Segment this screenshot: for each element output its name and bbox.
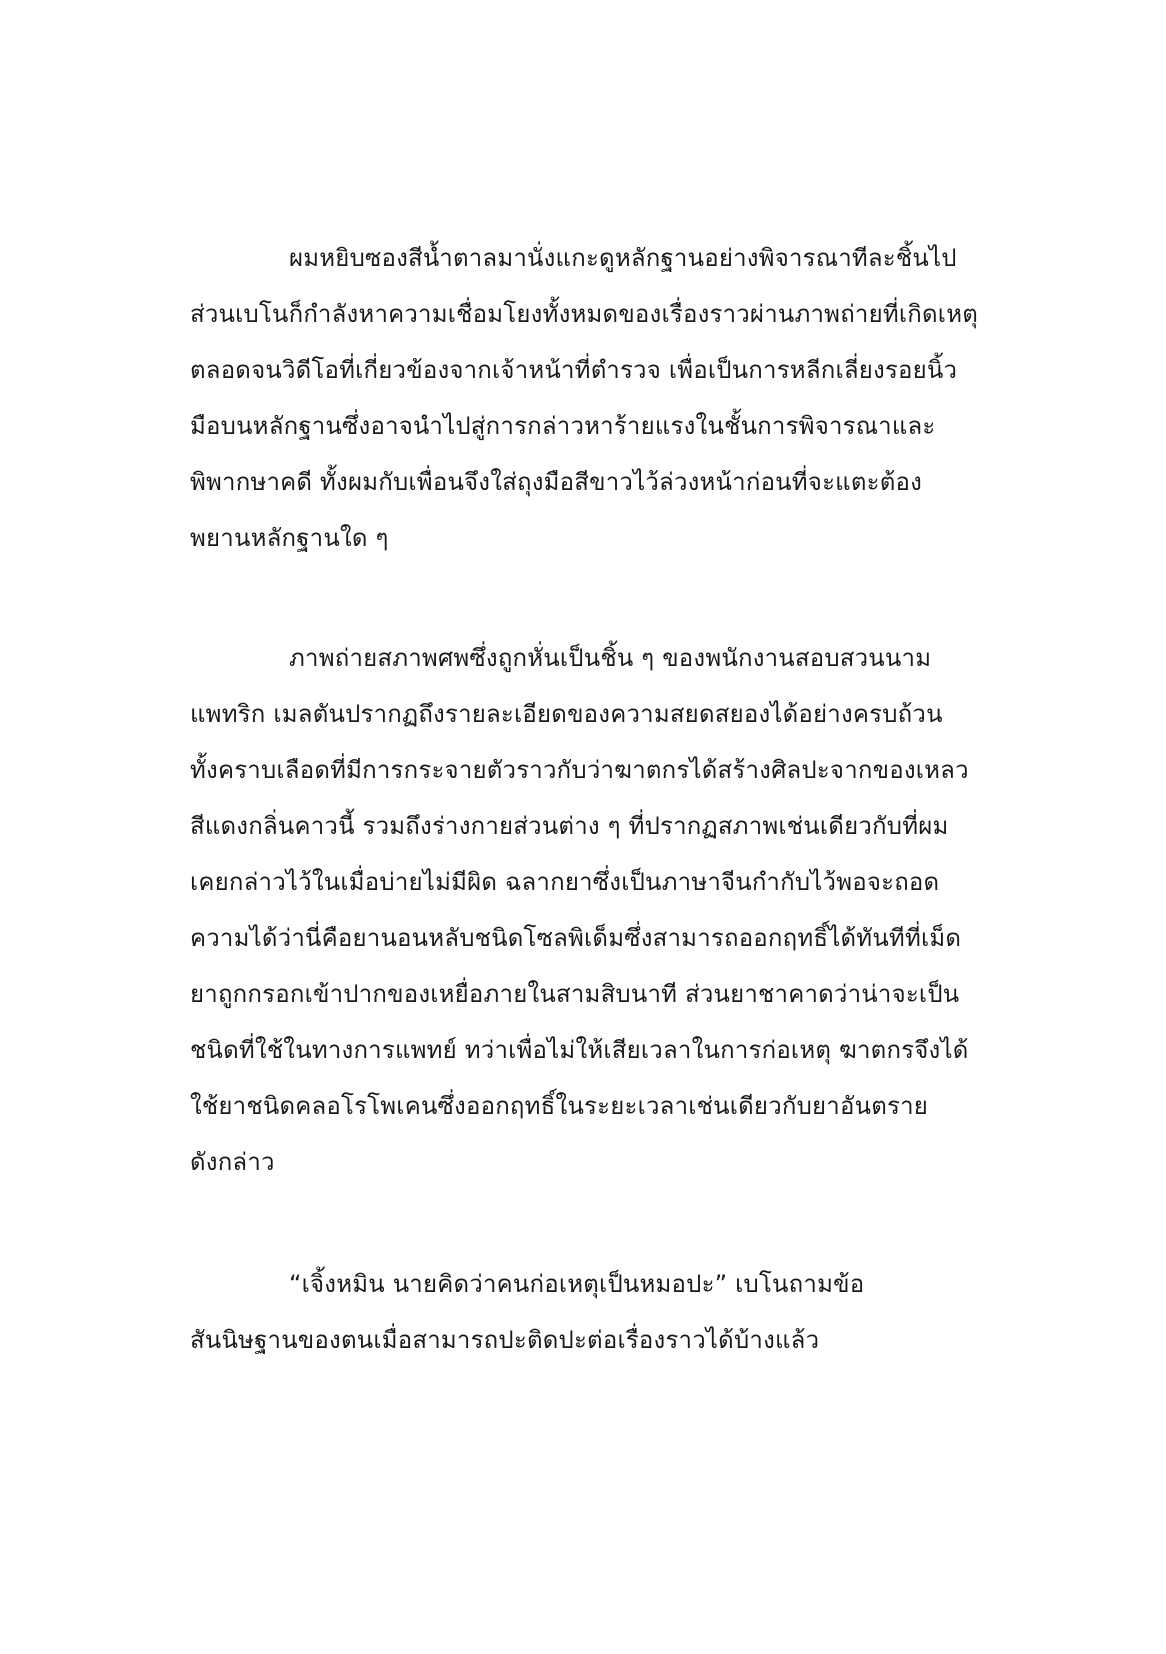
paragraph-3-line-1: “เจิ้งหมิน นายคิดว่าคนก่อเหตุเป็นหมอปะ” เบโนถามข้อ bbox=[289, 1270, 865, 1298]
paragraph-2-line-1: ภาพถ่ายสภาพศพซึ่งถูกหั่นเป็นชิ้น ๆ ของพนักงานสอบสวนนาม bbox=[289, 644, 932, 672]
paragraph-1-line-1: ผมหยิบซองสีน้ำตาลมานั่งแกะดูหลักฐานอย่างพิจารณาทีละชิ้นไป bbox=[289, 244, 957, 272]
paragraph-2-line-7: ยาถูกกรอกเข้าปากของเหยื่อภายในสามสิบนาที ส่วนยาชาคาดว่าน่าจะเป็น bbox=[190, 980, 960, 1008]
paragraph-1-line-2: ส่วนเบโนก็กำลังหาความเชื่อมโยงทั้งหมดของเรื่องราวผ่านภาพถ่ายที่เกิดเหตุ bbox=[190, 300, 979, 328]
paragraph-2-line-6: ความได้ว่านี่คือยานอนหลับชนิดโซลพิเด็มซึ่งสามารถออกฤทธิ์ได้ทันทีที่เม็ด bbox=[190, 924, 962, 952]
paragraph-1-line-6: พยานหลักฐานใด ๆ bbox=[190, 524, 389, 552]
paragraph-2-line-8: ชนิดที่ใช้ในทางการแพทย์ ทว่าเพื่อไม่ให้เสียเวลาในการก่อเหตุ ฆาตกรจึงได้ bbox=[190, 1036, 969, 1064]
paragraph-1-line-5: พิพากษาคดี ทั้งผมกับเพื่อนจึงใส่ถุงมือสีขาวไว้ล่วงหน้าก่อนที่จะแตะต้อง bbox=[190, 468, 923, 496]
paragraph-2-line-3: ทั้งคราบเลือดที่มีการกระจายตัวราวกับว่าฆาตกรได้สร้างศิลปะจากของเหลว bbox=[190, 756, 969, 784]
paragraph-2-line-5: เคยกล่าวไว้ในเมื่อบ่ายไม่มีผิด ฉลากยาซึ่งเป็นภาษาจีนกำกับไว้พอจะถอด bbox=[190, 868, 940, 896]
paragraph-2-line-10: ดังกล่าว bbox=[190, 1148, 275, 1176]
paragraph-2-line-2: แพทริก เมลตันปรากฏถึงรายละเอียดของความสยดสยองได้อย่างครบถ้วน bbox=[190, 700, 943, 728]
paragraph-3-line-2: สันนิษฐานของตนเมื่อสามารถปะติดปะต่อเรื่องราวได้บ้างแล้ว bbox=[190, 1326, 820, 1354]
paragraph-2-line-9: ใช้ยาชนิดคลอโรโพเคนซึ่งออกฤทธิ์ในระยะเวลาเช่นเดียวกับยาอันตราย bbox=[190, 1092, 929, 1120]
paragraph-1-line-4: มือบนหลักฐานซึ่งอาจนำไปสู่การกล่าวหาร้ายแรงในชั้นการพิจารณาและ bbox=[190, 412, 936, 440]
paragraph-2-line-4: สีแดงกลิ่นคาวนี้ รวมถึงร่างกายส่วนต่าง ๆ ที่ปรากฏสภาพเช่นเดียวกับที่ผม bbox=[190, 812, 949, 840]
paragraph-1-line-3: ตลอดจนวิดีโอที่เกี่ยวข้องจากเจ้าหน้าที่ตำรวจ เพื่อเป็นการหลีกเลี่ยงรอยนิ้ว bbox=[190, 356, 958, 384]
